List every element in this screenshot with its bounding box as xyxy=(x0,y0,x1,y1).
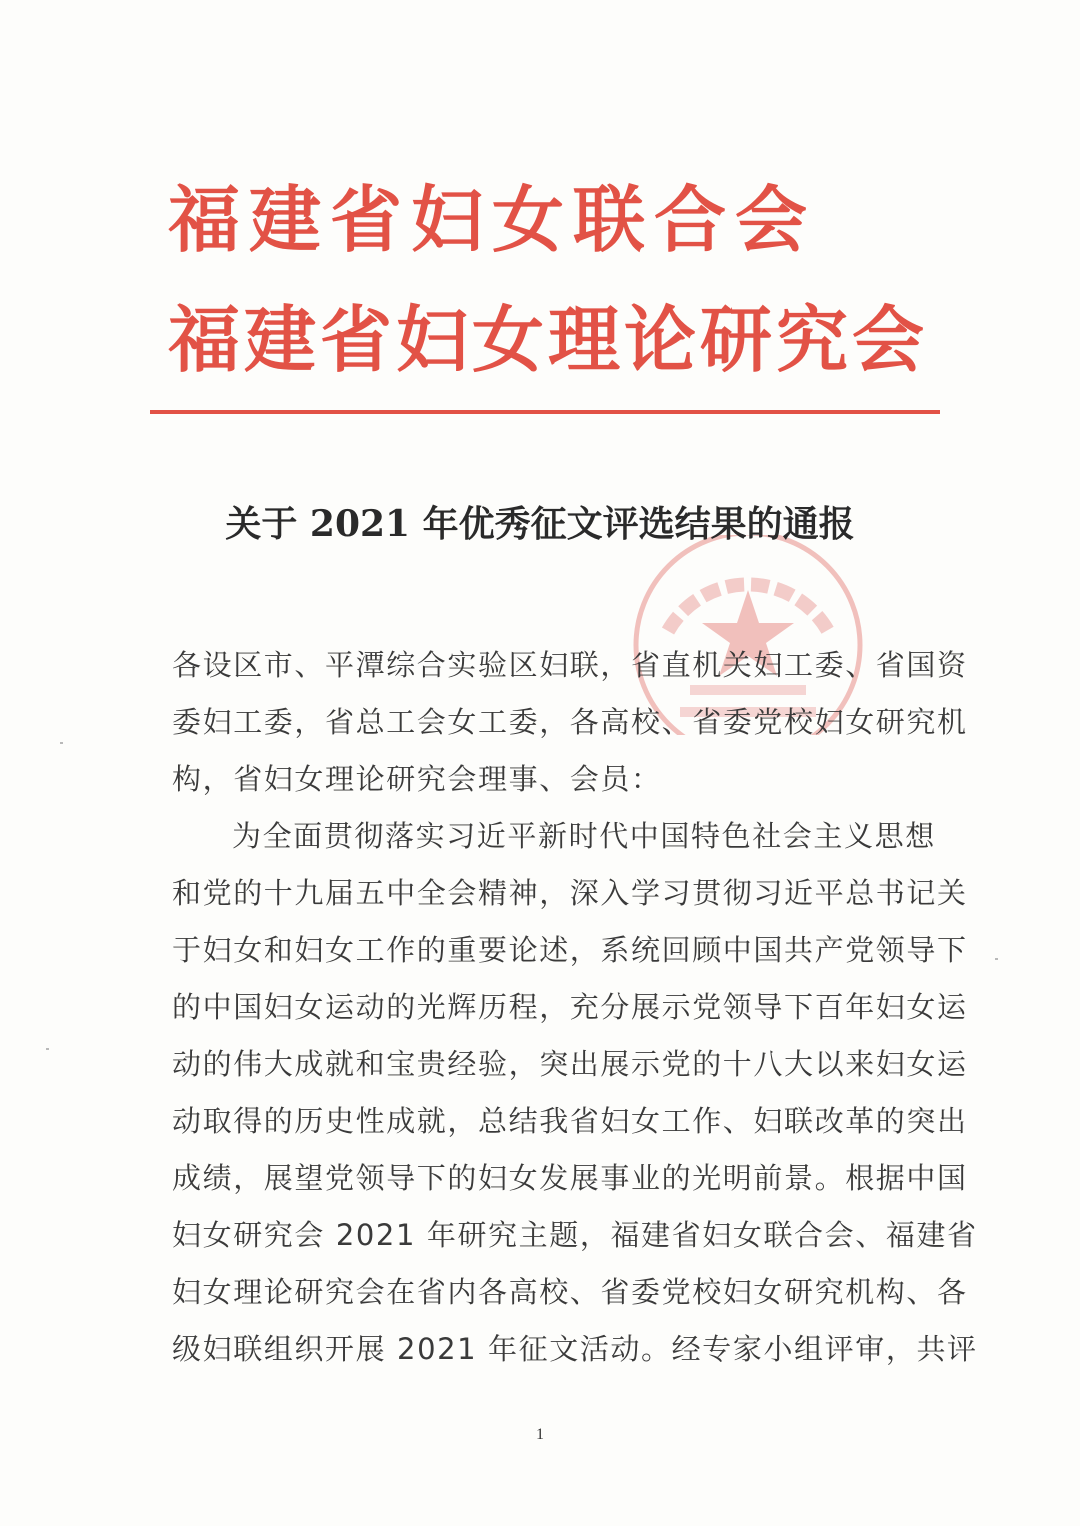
recipient-line: 各设区市、平潭综合实验区妇联，省直机关妇工委、省国资 xyxy=(172,648,968,682)
body-line: 于妇女和妇女工作的重要论述，系统回顾中国共产党领导下 xyxy=(172,933,968,967)
scan-speck xyxy=(46,1048,49,1050)
red-header-divider xyxy=(150,410,940,414)
body-line: 成绩，展望党领导下的妇女发展事业的光明前景。根据中国 xyxy=(172,1161,968,1195)
body-line: 和党的十九届五中全会精神，深入学习贯彻习近平总书记关 xyxy=(172,876,968,910)
recipient-line: 委妇工委，省总工会女工委，各高校、省委党校妇女研究机 xyxy=(172,705,968,739)
issuer-name-womens-federation: 福建省妇女联合会 xyxy=(168,177,817,262)
body-line: 动的伟大成就和宝贵经验，突出展示党的十八大以来妇女运 xyxy=(172,1047,968,1081)
body-line: 妇女研究会 2021 年研究主题，福建省妇女联合会、福建省 xyxy=(172,1218,978,1252)
document-title: 关于 2021 年优秀征文评选结果的通报 xyxy=(225,503,855,545)
page-number: 1 xyxy=(536,1426,544,1443)
issuer-name-theory-society: 福建省妇女理论研究会 xyxy=(168,297,929,382)
body-line: 妇女理论研究会在省内各高校、省委党校妇女研究机构、各 xyxy=(172,1275,968,1309)
body-line: 动取得的历史性成就，总结我省妇女工作、妇联改革的突出 xyxy=(172,1104,968,1138)
scan-speck xyxy=(995,958,998,960)
recipient-line: 构，省妇女理论研究会理事、会员： xyxy=(172,762,662,796)
body-line: 为全面贯彻落实习近平新时代中国特色社会主义思想 xyxy=(232,819,936,853)
body-line: 级妇联组织开展 2021 年征文活动。经专家小组评审，共评 xyxy=(172,1332,978,1366)
scan-speck xyxy=(60,742,63,744)
document-body xyxy=(172,637,978,1378)
body-line: 的中国妇女运动的光辉历程，充分展示党领导下百年妇女运 xyxy=(172,990,968,1024)
